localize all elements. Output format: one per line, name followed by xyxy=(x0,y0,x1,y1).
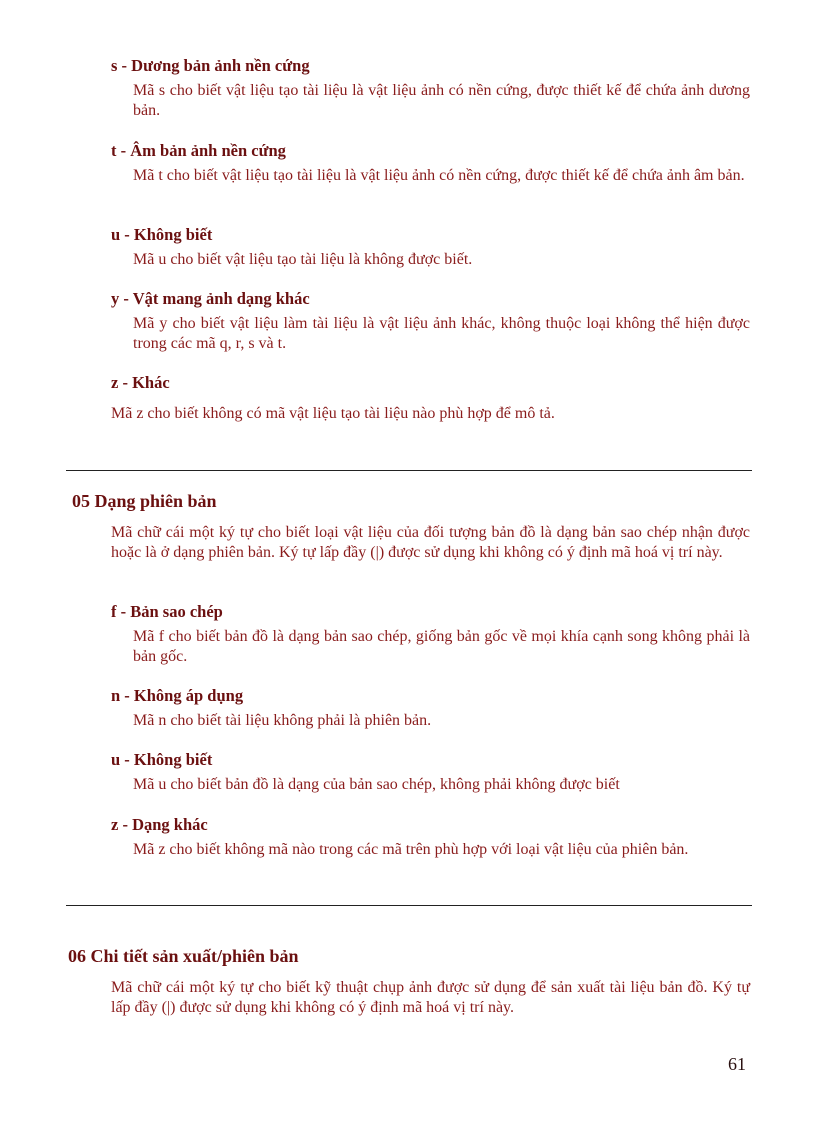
entry-desc-z2: Mã z cho biết không mã nào trong các mã trên phù hợp với loại vật liệu của phiên bản. xyxy=(133,841,689,858)
entry-desc-n: Mã n cho biết tài liệu không phải là phiên bản. xyxy=(133,712,432,729)
entry-title-f: f - Bản sao chép xyxy=(111,602,223,621)
entry-desc-u: Mã u cho biết vật liệu tạo tài liệu là không được biết. xyxy=(133,251,473,268)
entry-desc-u2: Mã u cho biết bản đồ là dạng của bản sao chép, không phải không được biết xyxy=(133,776,620,793)
entry-desc-f: Mã f cho biết bản đồ là dạng bản sao chép, giống bản gốc về mọi khía cạnh song không phải là bản gốc. xyxy=(133,628,750,665)
page-number: 61 xyxy=(728,1054,746,1074)
entry-title-s: s - Dương bản ảnh nền cứng xyxy=(111,56,310,75)
entry-desc-y: Mã y cho biết vật liệu làm tài liệu là vật liệu ảnh khác, không thuộc loại không thể hiện được trong các mã q, r, s và t. xyxy=(133,315,750,352)
entry-title-u2: u - Không biết xyxy=(111,750,213,769)
entry-title-y: y - Vật mang ảnh dạng khác xyxy=(111,289,310,308)
entry-title-n: n - Không áp dụng xyxy=(111,686,244,705)
section-title-05: 05 Dạng phiên bản xyxy=(72,491,217,511)
entry-title-z2: z - Dạng khác xyxy=(111,815,208,834)
section-divider xyxy=(66,905,752,906)
entry-title-t: t - Âm bản ảnh nền cứng xyxy=(111,141,286,160)
entry-desc-s: Mã s cho biết vật liệu tạo tài liệu là vật liệu ảnh có nền cứng, được thiết kế để chứa ảnh dương bản. xyxy=(133,82,750,119)
entry-desc-t: Mã t cho biết vật liệu tạo tài liệu là vật liệu ảnh có nền cứng, được thiết kế để chứa ảnh âm bản. xyxy=(133,167,745,184)
entry-title-u: u - Không biết xyxy=(111,225,213,244)
section-divider xyxy=(66,470,752,471)
section-intro-06: Mã chữ cái một ký tự cho biết kỹ thuật chụp ảnh được sử dụng để sản xuất tài liệu bản đồ. Ký tự lấp đầy (|) được sử dụng khi không có ý định mã hoá vị trí này. xyxy=(111,979,750,1016)
entry-desc-z: Mã z cho biết không có mã vật liệu tạo tài liệu nào phù hợp để mô tả. xyxy=(111,405,555,422)
section-intro-05: Mã chữ cái một ký tự cho biết loại vật liệu của đối tượng bản đồ là dạng bản sao chép nhận được hoặc là ở dạng phiên bản. Ký tự lấp đầy (|) được sử dụng khi không có ý định mã hoá vị trí này. xyxy=(111,524,750,561)
entry-title-z: z - Khác xyxy=(111,373,170,392)
section-title-06: 06 Chi tiết sản xuất/phiên bản xyxy=(68,946,299,966)
